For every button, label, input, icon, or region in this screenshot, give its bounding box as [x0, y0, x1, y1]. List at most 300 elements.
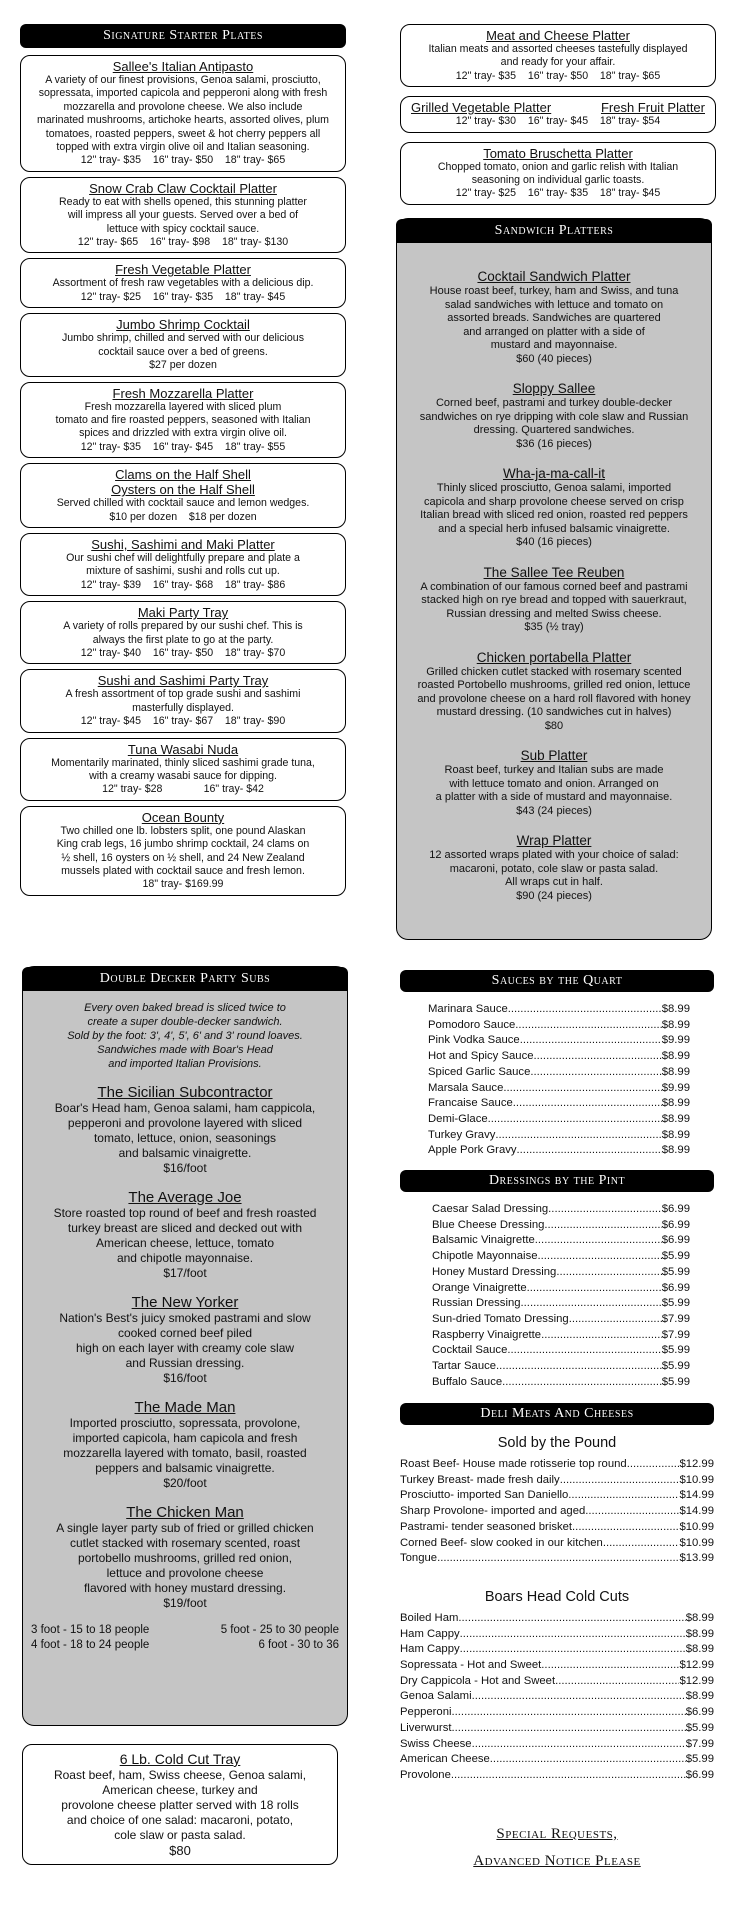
deli-section	[400, 1403, 714, 1784]
coldcut-row-name: Pepperoni	[400, 1706, 452, 1719]
deli-row	[400, 1520, 714, 1536]
deli-row-name: Turkey Breast- made fresh daily	[400, 1473, 560, 1486]
sandwich-line: $36 (16 pieces)	[516, 437, 592, 450]
coldcut-row-price: $8.99	[685, 1627, 714, 1640]
dressing-row-leader	[535, 1233, 662, 1249]
platter-title: Fresh Fruit Platter	[600, 100, 705, 116]
dressing-row-name: Chipotle Mayonnaise	[432, 1250, 538, 1263]
sub-line: peppers and balsamic vinaigrette.	[95, 1461, 275, 1475]
starter-item-line: 12" tray- $40 16" tray- $50 18" tray- $70	[80, 646, 286, 659]
coldcut-row-leader	[490, 1752, 686, 1768]
starter-item-box	[20, 738, 346, 801]
dressing-row-price: $5.99	[661, 1360, 690, 1373]
sub-line: and chipotle mayonnaise.	[116, 1251, 254, 1265]
sandwich-header: Sandwich Platters	[396, 219, 712, 243]
deli-row-name: Sharp Provolone- imported and aged	[400, 1505, 586, 1518]
starter-item-line: Fresh mozzarella layered with sliced plum	[84, 400, 282, 413]
coldcut-row-name: Genoa Salami	[400, 1690, 472, 1703]
dressing-row-leader	[548, 1202, 662, 1218]
sub-size-row	[31, 1638, 339, 1653]
starter-item-line: marinated mushrooms, artichoke hearts, assorted olives, plum	[36, 114, 330, 127]
sauce-row-price: $8.99	[661, 1112, 690, 1125]
sauces-list	[400, 992, 714, 1159]
coldcut-row-leader	[458, 1611, 685, 1627]
starter-item-box	[20, 382, 346, 459]
sauce-row	[428, 1128, 690, 1144]
coldcut-row-name: Liverwurst	[400, 1721, 452, 1734]
dressing-row-name: Russian Dressing	[432, 1297, 521, 1310]
sandwich-line: and a special herb infused balsamic vinaigrette.	[438, 522, 670, 535]
sandwich-line: and arranged on platter with a side of	[463, 325, 645, 338]
dressing-row-name: Caesar Salad Dressing	[432, 1203, 549, 1215]
dressing-row-price: $5.99	[661, 1344, 690, 1357]
coldcut-row-name: Ham Cappy	[400, 1627, 460, 1640]
sub-line: Imported prosciutto, sopressata, provolone,	[69, 1416, 301, 1430]
dressing-row-name: Sun-dried Tomato Dressing	[432, 1312, 569, 1325]
sandwich-title: Wha-ja-ma-call-it	[502, 466, 605, 481]
coldcut-row-name: American Cheese	[400, 1753, 490, 1766]
platter-title: Grilled Vegetable Platter	[411, 100, 552, 116]
starter-item-title: Clams on the Half Shell	[115, 467, 251, 483]
coldcut-row-leader	[472, 1689, 686, 1705]
sauce-row	[428, 1049, 690, 1065]
sauce-row-leader	[517, 1143, 662, 1159]
deli-row-leader	[585, 1504, 679, 1520]
sub-line: pepperoni and provolone layered with sliced	[67, 1116, 303, 1130]
sandwich-line: Italian bread with sliced red onion, roasted red peppers	[420, 509, 688, 521]
dressing-row-price: $7.99	[661, 1312, 690, 1325]
platter-box	[400, 142, 716, 205]
sandwich-line: mustard dressing. (10 sandwiches cut in halves)	[436, 706, 672, 718]
starter-item-line: $27 per dozen	[149, 359, 217, 372]
sauce-row-price: $8.99	[661, 1018, 690, 1031]
coldcut-row	[400, 1611, 714, 1627]
dressing-row-name: Orange Vinaigrette	[432, 1281, 527, 1294]
starter-item-line: mixture of sashimi, sushi and rolls cut up.	[86, 565, 280, 578]
sandwich-title: Sub Platter	[520, 748, 588, 763]
sub-line: turkey breast are sliced and decked out with	[67, 1221, 303, 1235]
sauce-row-price: $8.99	[661, 1097, 690, 1110]
starter-item-box	[20, 55, 346, 172]
dressing-row-leader	[541, 1328, 662, 1344]
starter-item-line: spices and drizzled with extra virgin olive oil.	[79, 427, 287, 440]
starter-item-line: 12" tray- $45 16" tray- $67 18" tray- $90	[80, 715, 286, 728]
sandwich-line: Corned beef, pastrami and turkey double-decker	[435, 397, 673, 409]
platter-title: Tomato Bruschetta Platter	[483, 145, 633, 161]
starter-item-line: 12" tray- $65 16" tray- $98 18" tray- $130	[77, 236, 289, 249]
deli-row-name: Pastrami- tender seasoned brisket	[400, 1520, 573, 1533]
dressing-row-leader	[496, 1359, 662, 1375]
sauce-row-price: $8.99	[661, 1144, 690, 1157]
sauce-row-name: Hot and Spicy Sauce	[428, 1050, 534, 1063]
starter-item-box	[20, 258, 346, 308]
deli-row-leader	[560, 1473, 680, 1489]
dressing-row-name: Honey Mustard Dressing	[432, 1265, 557, 1278]
sub-size-cell: 5 foot - 25 to 30 people	[220, 1624, 339, 1636]
sauce-row-name: Pink Vodka Sauce	[428, 1034, 520, 1047]
sauce-row-name: Pomodoro Sauce	[428, 1018, 516, 1031]
coldcut-row-leader	[472, 1737, 686, 1753]
starter-item-line: Our sushi chef will delightfully prepare and plate a	[66, 551, 300, 564]
coldcut-row	[400, 1689, 714, 1705]
sauce-row	[428, 1143, 690, 1159]
sub-line: $16/foot	[163, 1161, 207, 1175]
sauce-row-name: Francaise Sauce	[428, 1097, 513, 1110]
dressing-row-name: Cocktail Sauce	[432, 1344, 508, 1357]
starter-item-line: sopressata, imported capicola and pepperoni along with fresh	[38, 87, 328, 100]
dressing-row	[432, 1343, 690, 1359]
sauce-row-name: Turkey Gravy	[428, 1128, 496, 1141]
boars-head-list	[400, 1611, 714, 1784]
deli-row-name: Corned Beef- slow cooked in our kitchen	[400, 1536, 603, 1549]
sauce-row	[428, 1081, 690, 1097]
coldcut-row-price: $8.99	[685, 1690, 714, 1703]
starter-item-title: Maki Party Tray	[137, 605, 229, 621]
coldcut-row-price: $12.99	[679, 1659, 714, 1672]
sauce-row	[428, 1018, 690, 1034]
sandwich-line: a platter with a side of mustard and mayonnaise.	[435, 791, 673, 803]
sandwich-line: roasted Portobello mushrooms, grilled red onion, lettuce	[417, 679, 691, 691]
sandwich-title: Cocktail Sandwich Platter	[477, 269, 631, 284]
dressing-row-price: $6.99	[661, 1203, 690, 1215]
dressing-row	[432, 1202, 690, 1218]
starter-item-line: lettuce with spicy cocktail sauce.	[106, 222, 260, 235]
sandwich-line: salad sandwiches with lettuce and tomato on	[444, 298, 664, 311]
starter-item-title: Oysters on the Half Shell	[111, 482, 255, 498]
dressing-row-price: $7.99	[661, 1328, 690, 1341]
dressings-header: Dressings by the Pint	[400, 1170, 714, 1192]
dressing-row-name: Blue Cheese Dressing	[432, 1218, 545, 1231]
sub-line: Boar's Head ham, Genoa salami, ham cappicola,	[54, 1101, 316, 1115]
deli-pound-list	[400, 1457, 714, 1567]
dressing-row-name: Raspberry Vinaigrette	[432, 1328, 542, 1341]
starter-item-line: will impress all your guests. Served over a bed of	[67, 209, 299, 222]
deli-sold-by-pound: Sold by the Pound	[497, 1435, 617, 1451]
deli-row-leader	[437, 1551, 679, 1567]
sub-size-row	[31, 1623, 339, 1638]
coldcut-row-price: $6.99	[685, 1768, 714, 1781]
coldcut-row-leader	[460, 1642, 686, 1658]
dressing-row-price: $5.99	[661, 1250, 690, 1263]
special-requests-line1: Special Requests,	[496, 1826, 618, 1842]
coldcut-row-price: $5.99	[685, 1721, 714, 1734]
sauce-row-leader	[513, 1096, 662, 1112]
sub-line: $17/foot	[163, 1266, 207, 1280]
sub-title: The New Yorker	[131, 1294, 239, 1311]
sub-title: The Average Joe	[128, 1189, 242, 1206]
starter-item-line: 12" tray- $35 16" tray- $50 18" tray- $65	[80, 154, 286, 167]
dressing-row-price: $5.99	[661, 1375, 690, 1388]
coldcut-row	[400, 1627, 714, 1643]
sandwich-line: $60 (40 pieces)	[516, 352, 592, 365]
dressings-list	[400, 1192, 714, 1390]
deli-row-price: $10.99	[679, 1473, 714, 1486]
starter-item-title: Fresh Mozzarella Platter	[112, 385, 254, 401]
coldcut-row-price: $8.99	[685, 1643, 714, 1656]
platter-line: Chopped tomato, onion and garlic relish with Italian	[437, 160, 679, 173]
dressing-row	[432, 1312, 690, 1328]
sauce-row-price: $9.99	[661, 1081, 690, 1094]
sandwich-line: $35 (½ tray)	[524, 621, 584, 633]
dressing-row-leader	[556, 1265, 661, 1281]
sandwich-line: 12 assorted wraps plated with your choice of salad:	[429, 849, 679, 861]
coldcut-row	[400, 1705, 714, 1721]
starter-item-line: Assortment of fresh raw vegetables with a delicious dip.	[52, 277, 314, 290]
sub-line: imported capicola, ham capicola and fresh	[72, 1431, 298, 1445]
dressing-row	[432, 1233, 690, 1249]
coldcut-row-leader	[451, 1768, 686, 1784]
sauces-header: Sauces by the Quart	[400, 970, 714, 992]
dressing-row	[432, 1218, 690, 1234]
starter-item-box	[20, 177, 346, 254]
sub-line: lettuce and provolone cheese	[106, 1566, 264, 1580]
sub-line: Store roasted top round of beef and fresh roasted	[53, 1206, 317, 1220]
deli-row	[400, 1457, 714, 1473]
starter-item-line: always the first plate to go at the party.	[92, 633, 274, 646]
sandwich-line: A combination of our famous corned beef and pastrami	[420, 580, 688, 593]
platter-title: Meat and Cheese Platter	[486, 28, 630, 43]
sauce-row-price: $8.99	[661, 1003, 690, 1015]
sandwich-line: dressing. Quartered sandwiches.	[473, 424, 635, 436]
subs-header: Double Decker Party Subs	[22, 967, 348, 991]
sub-line: tomato, lettuce, onion, seasonings	[93, 1131, 277, 1145]
sauce-row-leader	[534, 1049, 662, 1065]
coldcut-row-name: Swiss Cheese	[400, 1737, 472, 1750]
deli-row	[400, 1504, 714, 1520]
starters-section	[20, 24, 346, 901]
sandwich-line: Thinly sliced prosciutto, Genoa salami, imported	[436, 482, 672, 494]
subs-intro-line: create a super double-decker sandwich.	[87, 1016, 283, 1028]
dressing-row-name: Balsamic Vinaigrette	[432, 1234, 535, 1247]
dressing-row-price: $6.99	[661, 1281, 690, 1294]
sandwich-line: $90 (24 pieces)	[516, 889, 592, 902]
dressing-row-leader	[538, 1249, 662, 1265]
sandwich-line: mustard and mayonnaise.	[490, 339, 618, 351]
starter-item-line: A variety of our finest provisions, Genoa salami, prosciutto,	[45, 74, 321, 86]
starters-header: Signature Starter Plates	[20, 24, 346, 48]
starter-item-box	[20, 806, 346, 896]
sub-title: The Sicilian Subcontractor	[97, 1084, 273, 1101]
starter-item-title: Sallee's Italian Antipasto	[112, 59, 254, 74]
starter-item-line: mozzarella and provolone cheese. We also include	[63, 100, 303, 113]
sub-line: $20/foot	[163, 1476, 207, 1490]
sauce-row-price: $8.99	[661, 1128, 690, 1141]
deli-row-name: Prosciutto- imported San Daniello	[400, 1489, 569, 1502]
subs-panel	[22, 966, 348, 1726]
sandwich-title: Sloppy Sallee	[512, 381, 596, 396]
dressing-row-leader	[569, 1312, 662, 1328]
sandwich-line: Roast beef, turkey and Italian subs are made	[444, 764, 664, 776]
cold-cut-line: provolone cheese platter served with 18 rolls	[61, 1798, 299, 1812]
subs-intro-line: Every oven baked bread is sliced twice to	[84, 1002, 286, 1014]
subs-list	[31, 1085, 339, 1611]
platter-box	[400, 96, 716, 132]
starter-item-title: Tuna Wasabi Nuda	[127, 741, 239, 757]
deli-row	[400, 1488, 714, 1504]
starter-item-title: Snow Crab Claw Cocktail Platter	[89, 180, 277, 196]
deli-row	[400, 1536, 714, 1552]
sandwich-line: macaroni, potato, cole slaw or pasta salad.	[449, 862, 659, 875]
dressing-row-price: $6.99	[661, 1234, 690, 1247]
deli-row	[400, 1551, 714, 1567]
subs-intro-line: Sandwiches made with Boar's Head	[97, 1044, 273, 1056]
deli-row-price: $14.99	[679, 1489, 714, 1502]
sub-title: The Made Man	[134, 1399, 236, 1416]
sauce-row	[428, 1096, 690, 1112]
dressing-row	[432, 1359, 690, 1375]
starter-item-line: tomato and fire roasted peppers, seasoned with Italian	[55, 413, 311, 426]
coldcut-row-name: Dry Cappicola - Hot and Sweet	[400, 1674, 556, 1687]
sandwich-title: The Sallee Tee Reuben	[483, 564, 625, 580]
sub-line: $19/foot	[163, 1596, 207, 1610]
platter-line: seasoning on individual garlic toasts.	[471, 174, 645, 187]
sauce-row-leader	[503, 1081, 661, 1097]
sandwich-title: Wrap Platter	[516, 833, 592, 848]
sauce-row-leader	[515, 1018, 661, 1034]
sauce-row-price: $8.99	[661, 1065, 690, 1078]
sub-line: portobello mushrooms, grilled red onion,	[77, 1551, 293, 1565]
dressing-row	[432, 1265, 690, 1281]
sauce-row-name: Marsala Sauce	[428, 1081, 504, 1094]
starter-item-title: Jumbo Shrimp Cocktail	[116, 317, 250, 333]
deli-header: Deli Meats And Cheeses	[400, 1403, 714, 1425]
sauce-row	[428, 1112, 690, 1128]
platter-title-row	[407, 100, 709, 115]
coldcut-row	[400, 1737, 714, 1753]
starter-item-line: 12" tray- $25 16" tray- $35 18" tray- $45	[80, 290, 286, 303]
dressing-row-leader	[527, 1281, 662, 1297]
dressing-row-leader	[507, 1343, 661, 1359]
dressing-row-price: $5.99	[661, 1265, 690, 1278]
sauce-row	[428, 1002, 690, 1018]
sandwich-line: capicola and sharp provolone cheese served on crisp	[424, 495, 684, 508]
sub-size-cell: 4 foot - 18 to 24 people	[31, 1639, 150, 1651]
dressing-row-leader	[544, 1218, 661, 1234]
deli-row	[400, 1473, 714, 1489]
starter-item-line: A variety of rolls prepared by our sushi chef. This is	[63, 620, 303, 633]
deli-row-price: $12.99	[679, 1458, 714, 1470]
starter-item-line: tomatoes, roasted peppers, sweet & hot cherry peppers all	[45, 127, 321, 140]
dressing-row	[432, 1296, 690, 1312]
starter-item-line: A fresh assortment of top grade sushi and sashimi	[65, 688, 301, 701]
coldcut-row-name: Provolone	[400, 1768, 451, 1781]
cold-cut-line: and choice of one salad: macaroni, potato,	[66, 1813, 294, 1827]
sandwich-line: stacked high on rye bread and topped with sauerkraut,	[421, 594, 687, 606]
sandwich-line: Russian dressing and melted Swiss cheese.	[446, 607, 662, 620]
starter-item-title: Sushi, Sashimi and Maki Platter	[91, 536, 275, 552]
dressing-row	[432, 1249, 690, 1265]
coldcut-row	[400, 1768, 714, 1784]
sub-line: mozzarella layered with tomato, basil, roasted	[63, 1446, 307, 1460]
sauce-row	[428, 1033, 690, 1049]
coldcut-row	[400, 1642, 714, 1658]
deli-row-name: Tongue	[400, 1552, 438, 1565]
deli-row-leader	[603, 1536, 680, 1552]
coldcut-row-leader	[541, 1658, 679, 1674]
sandwich-line: sandwiches on rye dripping with cole slaw and Russian	[419, 410, 689, 423]
sandwich-line: All wraps cut in half.	[505, 876, 603, 888]
starter-item-line: 12" tray- $28 16" tray- $42	[102, 783, 264, 796]
dressing-row	[432, 1328, 690, 1344]
starter-item-line: mussels plated with cocktail sauce and fresh lemon.	[61, 865, 305, 878]
starter-item-box	[20, 533, 346, 596]
sauce-row-name: Marinara Sauce	[428, 1003, 508, 1015]
sandwich-line: and provolone cheese on a hard roll flavored with honey	[417, 692, 691, 705]
dressing-row-name: Buffalo Sauce	[432, 1375, 503, 1388]
coldcut-row-price: $5.99	[685, 1753, 714, 1766]
deli-row-leader	[568, 1488, 679, 1504]
coldcut-row-price: $12.99	[679, 1674, 714, 1687]
starter-item-line: 12" tray- $39 16" tray- $68 18" tray- $86	[80, 578, 286, 591]
starter-item-line: Ready to eat with shells opened, this stunning platter	[59, 195, 307, 208]
deli-row-name: Roast Beef- House made rotisserie top round	[400, 1458, 627, 1470]
coldcut-row	[400, 1674, 714, 1690]
sandwich-line: $43 (24 pieces)	[516, 804, 592, 817]
sub-line: American cheese, lettuce, tomato	[95, 1236, 275, 1250]
platter-box	[400, 24, 716, 87]
platter-line: 12" tray- $35 16" tray- $50 18" tray- $65	[455, 69, 661, 82]
sub-title: The Chicken Man	[126, 1504, 244, 1521]
sub-size-cell: 6 foot - 30 to 36	[258, 1639, 339, 1651]
cold-cut-tray-box	[22, 1744, 338, 1865]
cold-cut-line: American cheese, turkey and	[102, 1783, 258, 1797]
platter-line: 12" tray- $30 16" tray- $45 18" tray- $54	[455, 115, 661, 128]
starter-item-line: $10 per dozen $18 per dozen	[109, 510, 257, 523]
sauce-row-name: Demi-Glace	[428, 1112, 488, 1125]
sauce-row-leader	[530, 1065, 661, 1081]
sub-line: flavored with honey mustard dressing.	[83, 1581, 287, 1595]
sauce-row	[428, 1065, 690, 1081]
dressing-row-price: $6.99	[661, 1218, 690, 1231]
cold-cut-title: 6 Lb. Cold Cut Tray	[119, 1751, 241, 1767]
sandwich-list	[405, 269, 703, 903]
special-requests	[400, 1826, 714, 1870]
sauce-row-price: $9.99	[661, 1034, 690, 1047]
dressings-section	[400, 1170, 714, 1390]
sub-line: Nation's Best's juicy smoked pastrami and slow	[59, 1311, 311, 1325]
coldcut-row-leader	[451, 1721, 685, 1737]
platter-line: 12" tray- $25 16" tray- $35 18" tray- $45	[455, 187, 661, 200]
sub-line: cutlet stacked with rosemary scented, roast	[69, 1536, 301, 1550]
subs-sizes	[31, 1623, 339, 1653]
boars-head-heading: Boars Head Cold Cuts	[484, 1588, 630, 1605]
starter-item-line: topped with extra virgin olive oil and Italian seasoning.	[56, 141, 310, 154]
sauce-row-leader	[520, 1033, 662, 1049]
sub-line: and balsamic vinaigrette.	[118, 1146, 252, 1160]
deli-row-price: $13.99	[679, 1552, 714, 1565]
sauce-row-leader	[508, 1002, 662, 1018]
sub-line: high on each layer with creamy cole slaw	[75, 1341, 295, 1355]
starter-item-line: masterfully displayed.	[132, 701, 234, 714]
starter-item-line: Jumbo shrimp, chilled and served with our delicious	[61, 332, 304, 345]
coldcut-row-leader	[460, 1627, 686, 1643]
sauces-section	[400, 970, 714, 1159]
sauce-row-name: Apple Pork Gravy	[428, 1144, 517, 1157]
coldcut-row	[400, 1752, 714, 1768]
deli-row-leader	[627, 1457, 680, 1473]
dressing-row-price: $5.99	[661, 1297, 690, 1310]
dressing-row	[432, 1281, 690, 1297]
subs-intro-line: and imported Italian Provisions.	[108, 1058, 262, 1070]
coldcut-row-leader	[452, 1705, 686, 1721]
right-platters	[400, 24, 716, 214]
starter-item-line: with a creamy wasabi sauce for dipping.	[89, 770, 277, 782]
coldcut-row-name: Sopressata - Hot and Sweet	[400, 1659, 542, 1672]
coldcut-row-leader	[555, 1674, 679, 1690]
coldcut-row-name: Boiled Ham	[400, 1611, 459, 1624]
starter-item-box	[20, 669, 346, 732]
dressing-row	[432, 1375, 690, 1391]
